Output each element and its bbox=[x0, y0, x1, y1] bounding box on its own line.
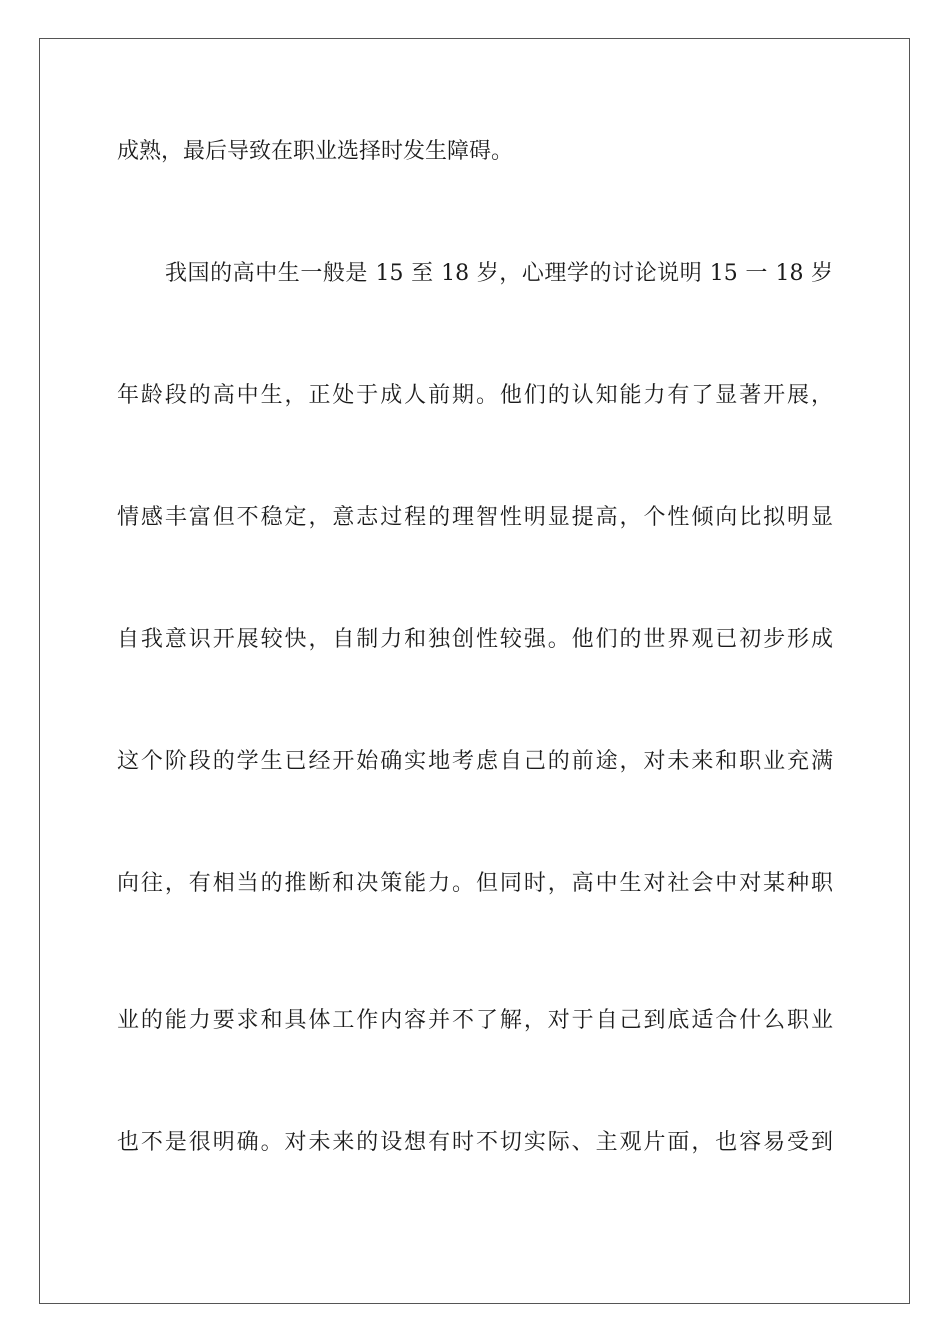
page-border bbox=[39, 38, 910, 1304]
text-line: 情感丰富但不稳定，意志过程的理智性明显提高，个性倾向比拟明显 bbox=[117, 505, 833, 530]
text-line: 年龄段的高中生，正处于成人前期。他们的认知能力有了显著开展， bbox=[117, 383, 833, 408]
text-line: 成熟，最后导致在职业选择时发生障碍。 bbox=[117, 139, 514, 164]
text-line: 向往，有相当的推断和决策能力。但同时，高中生对社会中对某种职 bbox=[117, 871, 833, 896]
text-line: 也不是很明确。对未来的设想有时不切实际、主观片面，也容易受到 bbox=[117, 1130, 833, 1155]
text-line: 自我意识开展较快，自制力和独创性较强。他们的世界观已初步形成 bbox=[117, 627, 833, 652]
text-line: 这个阶段的学生已经开始确实地考虑自己的前途，对未来和职业充满 bbox=[117, 749, 833, 774]
paragraph-first-line: 我国的高中生一般是 15 至 18 岁，心理学的讨论说明 15 一 18 岁 bbox=[165, 261, 833, 286]
text-line: 业的能力要求和具体工作内容并不了解，对于自己到底适合什么职业 bbox=[117, 1008, 833, 1033]
